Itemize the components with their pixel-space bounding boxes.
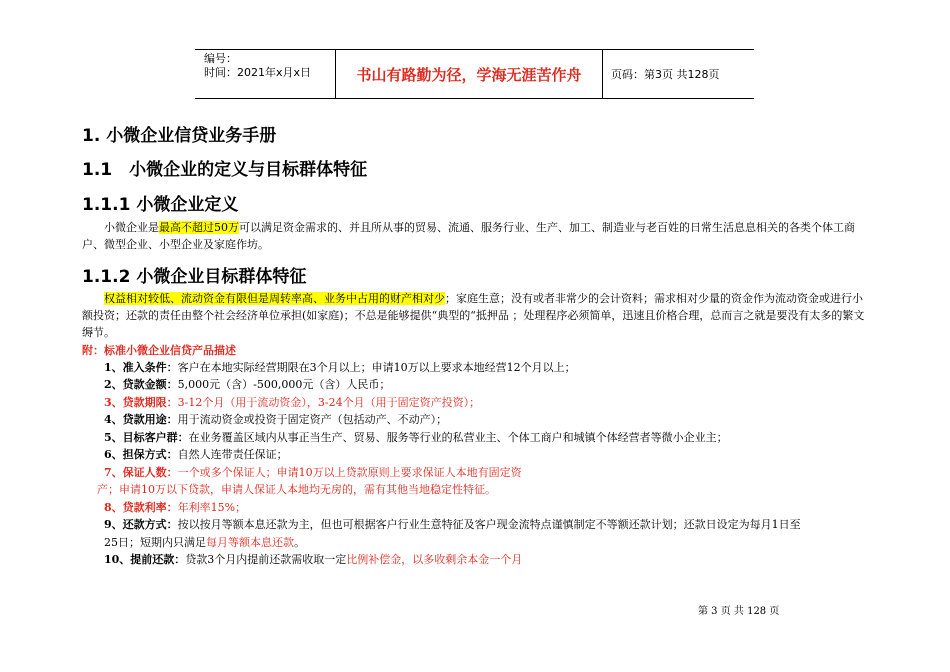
paragraph-features: 权益相对较低、流动资金有限但是周转率高、业务中占用的财产相对少；家庭生意；没有或者非常少的会计资料；需求相对少量的资金作为流动资金或进行小额投资；还款的责任由整个社会经济单位承担(如家庭)；不总是能够提供“典型的“抵押品 ；处理程序必须简单，迅速且价格合理，总而言之就是要没有太多的繁文缛节。 [82, 292, 865, 339]
item-7: 7、保证人数：一个或多个保证人；申请10万以上贷款原则上要求保证人本地有固定资 [104, 466, 522, 479]
appendix-title: 附：标准小微企业信贷产品描述 [82, 344, 236, 357]
heading-1-1-2: 1.1.2 小微企业目标群体特征 [82, 267, 307, 287]
heading-1-1: 1.1 小微企业的定义与目标群体特征 [82, 160, 368, 180]
item-9-cont: 25日；短期内只满足每月等额本息还款。 [104, 536, 305, 549]
item-10: 10、提前还款：贷款3个月内提前还款需收取一定比例补偿金，以多收剩余本金一个月 [104, 553, 523, 566]
item-7-cont: 产；申请10万以下贷款，申请人保证人本地均无房的，需有其他当地稳定性特征。 [97, 483, 496, 496]
time-label: 时间：2021年x月x日 [204, 66, 312, 79]
paragraph-definition: 小微企业是最高不超过50万可以满足资金需求的、并且所从事的贸易、流通、服务行业、生产、加工、制造业与老百姓的日常生活息息相关的各类个体工商户、微型企业、小型企业及家庭作坊。 [82, 221, 855, 251]
item-5: 5、目标客户群：在业务覆盖区域内从事正当生产、贸易、服务等行业的私营业主、个体工商户和城镇个体经营者等微小企业主； [104, 431, 728, 444]
heading-1-1-1: 1.1.1 小微企业定义 [82, 195, 239, 215]
item-1: 1、准入条件：客户在本地实际经营期限在3个月以上；申请10万以上要求本地经营12个月以上； [104, 361, 576, 374]
item-3: 3、贷款期限：3-12个月（用于流动资金），3-24个月（用于固定资产投资）； [104, 396, 481, 409]
page-header [195, 49, 754, 99]
highlight-50w: 最高不超过50万 [159, 221, 239, 234]
header-meta [195, 50, 335, 98]
motto: 书山有路勤为径，学海无涯苦作舟 [335, 50, 603, 98]
item-4: 4、贷款用途：用于流动资金或投资于固定资产（包括动产、不动产）； [104, 413, 448, 426]
number-label: 编号： [204, 52, 237, 65]
page-footer: 第 3 页 共 128 页 [698, 606, 780, 617]
item-9: 9、还款方式：按以按月等额本息还款为主，但也可根据客户行业生意特征及客户现金流特点谨慎制定不等额还款计划；还款日设定为每月1日至 [104, 518, 801, 531]
item-6: 6、担保方式：自然人连带责任保证； [104, 448, 288, 461]
heading-1: 1. 小微企业信贷业务手册 [82, 126, 277, 146]
page-label: 页码：第3页 共128页 [611, 68, 720, 81]
item-8: 8、贷款利率：年利率15%； [104, 501, 247, 514]
item-2: 2、贷款金额：5,000元（含）-500,000元（含）人民币； [104, 378, 391, 391]
highlight-features: 权益相对较低、流动资金有限但是周转率高、业务中占用的财产相对少 [104, 292, 445, 305]
